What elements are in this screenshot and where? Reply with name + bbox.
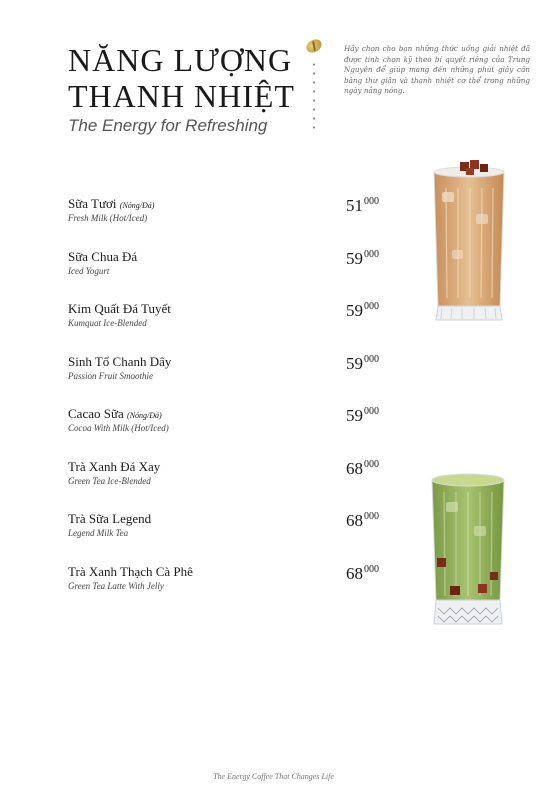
item-name: Trà Xanh Đá Xay	[68, 458, 161, 474]
iced-milk-tea-image	[430, 158, 508, 326]
item-english: Fresh Milk (Hot/Iced)	[68, 213, 148, 223]
item-note: (Nóng/Đá)	[119, 201, 155, 210]
item-price: $59^{000}$	[346, 353, 379, 373]
item-note: (Nóng/Đá)	[127, 411, 162, 420]
menu-item	[68, 354, 398, 407]
item-english: Green Tea Latte With Jelly	[68, 580, 164, 591]
item-price: $68^{000}$	[346, 458, 379, 478]
coffee-bean-icon	[304, 37, 324, 55]
item-name: Sữa Chua Đá	[68, 248, 138, 264]
item-name: Trà Sữa Legend	[68, 511, 152, 526]
item-price: $68^{000}$	[346, 563, 379, 583]
item-name: Sữa Tươi (Nóng/Đá)	[68, 196, 155, 211]
menu-list	[68, 196, 398, 616]
item-name: Trà Xanh Thạch Cà Phê	[68, 563, 193, 579]
item-english: Passion Fruit Smoothie	[68, 370, 153, 381]
item-price: $59^{000}$	[346, 406, 379, 425]
menu-item	[68, 459, 398, 512]
footer-tagline: The Energy Coffee That Changes Life	[213, 772, 334, 781]
title-line-1: NĂNG LƯỢNG	[68, 42, 293, 78]
menu-item	[68, 196, 398, 249]
item-english: Legend Milk Tea	[68, 528, 129, 538]
item-price: $51^{000}$	[346, 196, 379, 215]
item-english: Kumquat Ice-Blended	[68, 318, 147, 328]
item-name: Cacao Sữa (Nóng/Đá)	[68, 406, 162, 421]
item-price: $68^{000}$	[346, 511, 379, 530]
page-subtitle: The Energy for Refreshing	[68, 116, 268, 135]
item-english: Iced Yogurt	[68, 265, 110, 276]
green-tea-latte-image	[428, 468, 508, 630]
item-english: Cocoa With Milk (Hot/Iced)	[68, 423, 169, 433]
item-price: $59^{000}$	[346, 301, 379, 320]
item-price: $59^{000}$	[346, 248, 379, 268]
item-name: Sinh Tố Chanh Dây	[68, 353, 172, 369]
menu-item	[68, 511, 398, 564]
item-english: Green Tea Ice-Blended	[68, 475, 151, 486]
menu-item	[68, 406, 398, 459]
menu-item	[68, 301, 398, 354]
title-line-2: THANH NHIỆT	[68, 78, 295, 114]
dotted-divider	[313, 60, 315, 132]
intro-text: Hãy chọn cho bạn những thức uống giải nhiệt đã được tinh chọn kỹ theo bí quyết riêng của Trung Nguyên để giúp mang đến những phút giây cân bằng thư giãn và thanh nhiệt cơ thể trong những ngày nắng nóng.	[344, 44, 530, 95]
menu-item	[68, 564, 398, 617]
menu-item	[68, 249, 398, 302]
page-title	[68, 42, 295, 114]
item-name: Kim Quất Đá Tuyết	[68, 301, 171, 316]
